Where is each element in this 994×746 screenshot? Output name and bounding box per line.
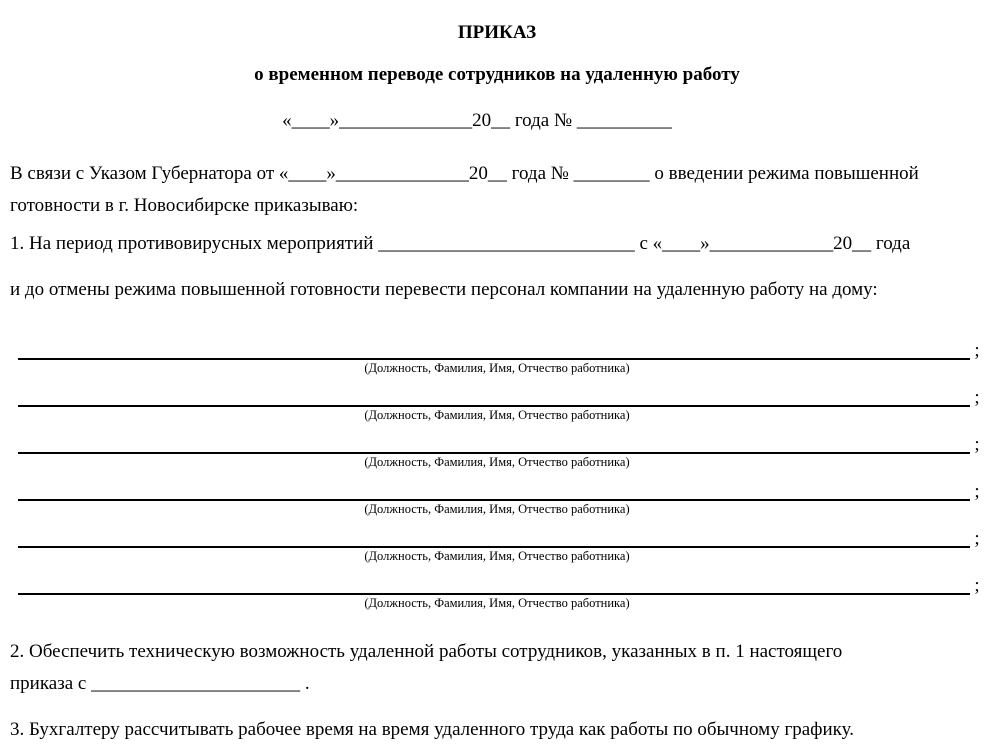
employee-entry-row — [10, 475, 984, 501]
employee-entry — [10, 475, 984, 516]
employee-blank-line[interactable] — [18, 428, 970, 454]
intro-paragraph — [10, 158, 984, 222]
semicolon: ; — [974, 434, 980, 455]
employee-caption: (Должность, Фамилия, Имя, Отчество работника) — [364, 455, 630, 469]
semicolon: ; — [974, 528, 980, 549]
employee-caption: (Должность, Фамилия, Имя, Отчество работника) — [364, 502, 630, 516]
employee-caption: (Должность, Фамилия, Имя, Отчество работника) — [364, 596, 630, 610]
employee-blank-line[interactable] — [18, 569, 970, 595]
intro-line-2: готовности в г. Новосибирске приказываю: — [10, 195, 359, 216]
employee-caption: (Должность, Фамилия, Имя, Отчество работника) — [364, 361, 630, 375]
order-date-line: «____»______________20__ года № __________ — [282, 110, 672, 131]
employee-caption: (Должность, Фамилия, Имя, Отчество работника) — [364, 549, 630, 563]
semicolon: ; — [974, 340, 980, 361]
employee-blank-line[interactable] — [18, 334, 970, 360]
clause-2-line-2: приказа с ______________________ . — [10, 673, 310, 694]
employee-entry — [10, 569, 984, 610]
employee-blank-line[interactable] — [18, 381, 970, 407]
employee-entry-row — [10, 334, 984, 360]
clause-3: 3. Бухгалтеру рассчитывать рабочее время на время удаленного труда как работы по обычному графику. — [10, 719, 854, 740]
employee-entry-row — [10, 522, 984, 548]
employee-entry-row — [10, 428, 984, 454]
employee-list — [10, 334, 984, 610]
employee-entry — [10, 381, 984, 422]
employee-caption: (Должность, Фамилия, Имя, Отчество работника) — [364, 408, 630, 422]
intro-line-1: В связи с Указом Губернатора от «____»______________20__ года № ________ о введении режима повышенной — [10, 163, 919, 184]
employee-entry — [10, 522, 984, 563]
order-title: ПРИКАЗ — [457, 22, 537, 43]
employee-entry — [10, 428, 984, 469]
employee-blank-line[interactable] — [18, 522, 970, 548]
semicolon: ; — [974, 575, 980, 596]
semicolon: ; — [974, 481, 980, 502]
clause-2-line-1: 2. Обеспечить техническую возможность удаленной работы сотрудников, указанных в п. 1 настоящего — [10, 641, 843, 662]
clause-2 — [10, 636, 984, 700]
employee-entry-row — [10, 569, 984, 595]
employee-entry — [10, 334, 984, 375]
employee-entry-row — [10, 381, 984, 407]
clause-1-line-2: и до отмены режима повышенной готовности перевести персонал компании на удаленную работу на дому: — [10, 279, 878, 300]
order-subtitle: о временном переводе сотрудников на удаленную работу — [254, 64, 740, 85]
employee-blank-line[interactable] — [18, 475, 970, 501]
semicolon: ; — [974, 387, 980, 408]
clause-1-line-1: 1. На период противовирусных мероприятий ___________________________ с «____»_____________20__ года — [10, 233, 911, 254]
